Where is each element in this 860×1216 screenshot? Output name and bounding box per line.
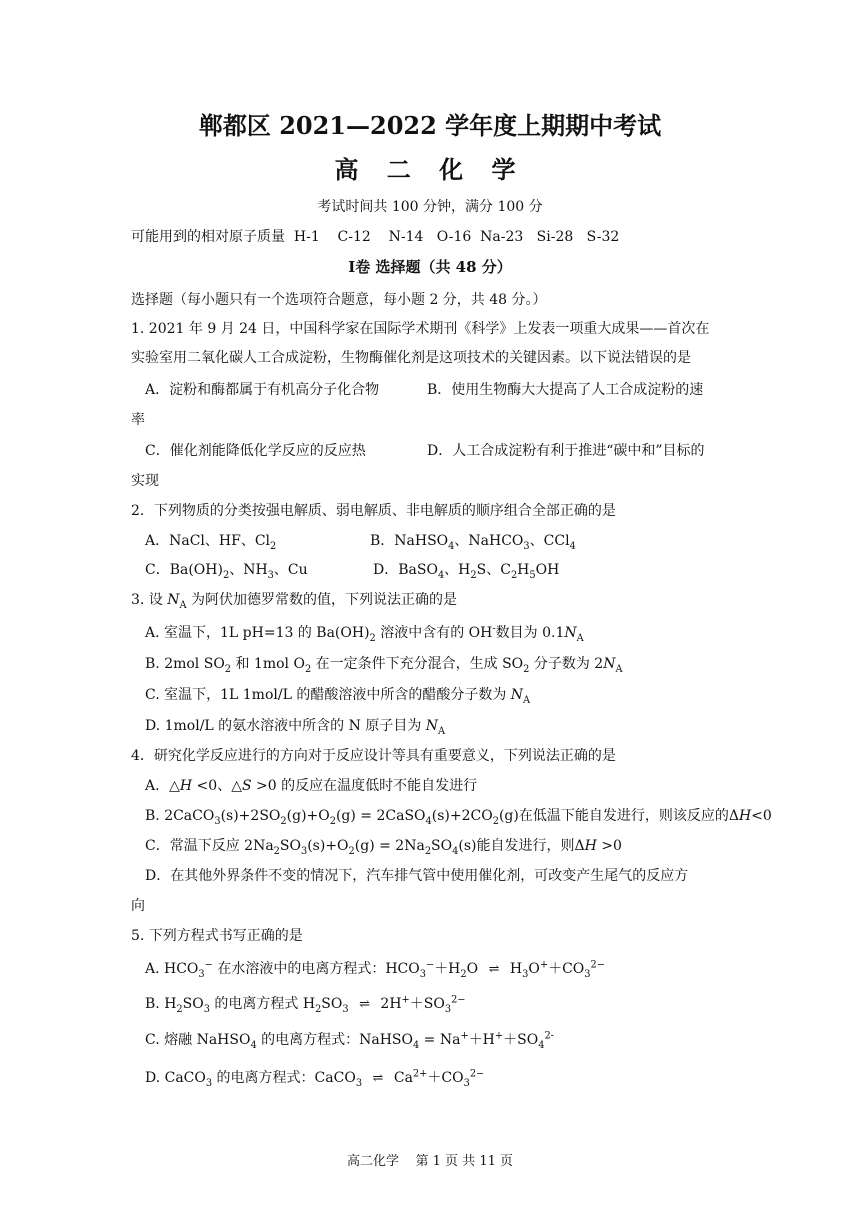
q4-option-c: C．常温下反应 $2Na_2SO_3(s)+O_2(g) = 2Na_2SO_4(s)$能自发进行，则ΔH >0 [145, 838, 622, 857]
page-footer: 高二化学 第 1 页 共 11 页 [346, 1154, 513, 1169]
q2-option-c: C．$Ba(OH)_2$、$NH_3$、Cu [145, 562, 308, 581]
q2-stem: 2．下列物质的分类按强电解质、弱电解质、非电解质的顺序组合全部正确的是 [131, 503, 616, 519]
q5-option-a: A. $HCO_3^-$ 在水溶液中的电离方程式：$HCO_3^-+H_2O$ ⇌ $H_3O^++CO_3^{2-}$ [145, 959, 605, 980]
q1-option-a: A．淀粉和酶都属于有机高分子化合物 [145, 382, 380, 398]
q2-option-b: B．NaHSO$_4$、NaHCO$_3$、CCl$_4$ [370, 533, 576, 552]
time-info: 考试时间共 100 分钟，满分 100 分 [317, 199, 543, 215]
q1-stem-line1: 1. 2021 年 9 月 24 日，中国科学家在国际学术期刊《科学》上发表一项重大成果——首次在 [131, 321, 710, 337]
section-instruction: 选择题（每小题只有一个选项符合题意，每小题 2 分，共 48 分。） [131, 292, 547, 308]
q3-stem: 3. 设 $N_A$ 为阿伏加德罗常数的值，下列说法正确的是 [131, 592, 458, 611]
atomic-mass-line: 可能用到的相对原子质量 H-1 C-12 N-14 O-16 Na-23 Si-28 S-32 [131, 229, 620, 245]
q4-stem: 4．研究化学反应进行的方向对于反应设计等具有重要意义，下列说法正确的是 [131, 748, 616, 764]
q5-stem: 5. 下列方程式书写正确的是 [131, 928, 303, 944]
q4-option-d-line2: 向 [131, 898, 145, 914]
q3-option-a: A. 室温下，1L pH=13 的 $Ba(OH)_2$ 溶液中含有的 OH-数目为 $0.1N_A$ [145, 623, 584, 644]
q5-option-b: B. $H_2SO_3$ 的电离方程式 $H_2SO_3$ ⇌ $2H^++SO_3^{2-}$ [145, 994, 466, 1015]
exam-title: 郸都区 2021—2022 学年度上期期中考试 [198, 111, 662, 140]
q1-option-b: B．使用生物酶大大提高了人工合成淀粉的速 [427, 382, 704, 398]
exam-subtitle: 高 二 化 学 [334, 155, 526, 184]
q1-option-d: D．人工合成淀粉有利于推进“碳中和”目标的 [427, 443, 705, 459]
q1-stem-line2: 实验室用二氧化碳人工合成淀粉，生物酶催化剂是这项技术的关键因素。以下说法错误的是 [131, 350, 691, 366]
q3-option-d: D. 1mol/L 的氨水溶液中所含的 N 原子目为 $N_A$ [145, 718, 446, 737]
q2-option-d: D．BaSO$_4$、$H_2S$、$C_2H_5OH$ [373, 562, 560, 581]
q4-option-b: B. $2CaCO_3(s)+2SO_2(g)+O_2(g)$ = $2CaSO_4(s)+2CO_2(g)$在低温下能自发进行，则该反应的ΔH<0 [145, 808, 772, 827]
q5-option-d: D. CaCO$_3$ 的电离方程式：CaCO$_3$ ⇌ $Ca^{2+}+CO_3^{2-}$ [145, 1068, 485, 1089]
q1-option-b-cont: 率 [131, 412, 145, 428]
q5-option-c: C. 熔融 NaHSO$_4$ 的电离方程式：NaHSO$_4$ = $Na^++H^++SO_4^{2-}$ [145, 1030, 554, 1051]
q4-option-d-line1: D．在其他外界条件不变的情况下，汽车排气管中使用催化剂，可改变产生尾气的反应方 [145, 868, 689, 884]
q3-option-b: B. 2mol $SO_2$ 和 1mol $O_2$ 在一定条件下充分混合，生成 $SO_2$ 分子数为 $2N_A$ [145, 656, 623, 675]
q3-option-c: C. 室温下，1L 1mol/L 的醋酸溶液中所含的醋酸分子数为 $N_A$ [145, 687, 531, 706]
q1-option-c: C．催化剂能降低化学反应的反应热 [145, 443, 366, 459]
q1-option-d-cont: 实现 [131, 473, 159, 489]
section-title: I卷 选择题（共 48 分） [348, 258, 512, 276]
q4-option-a: A．△H <0、△S >0 的反应在温度低时不能自发进行 [145, 778, 478, 794]
q2-option-a: A．NaCl、HF、$Cl_2$ [145, 533, 277, 552]
